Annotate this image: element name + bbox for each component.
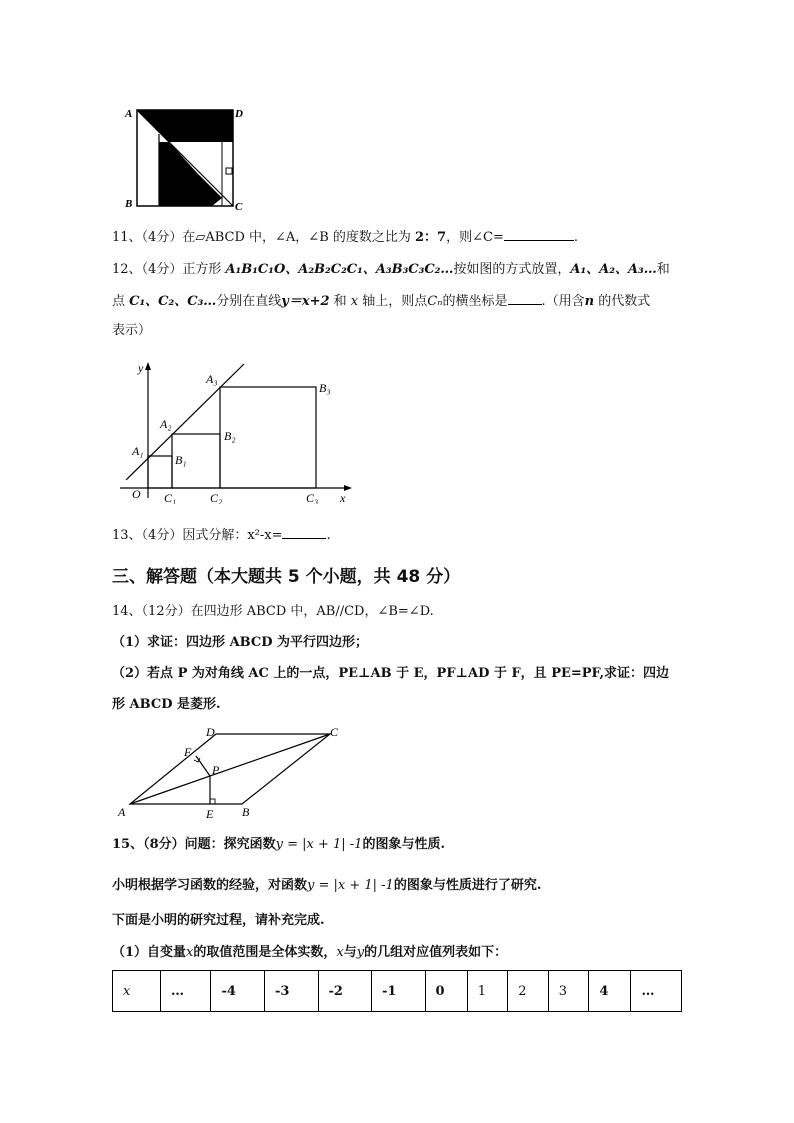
question-14-stem: 14、（12分）在四边形 ABCD 中，AB//CD，∠B=∠D. <box>112 604 434 619</box>
fig2-label-b3: B₃ <box>319 381 331 395</box>
question-15-line-2: 小明根据学习函数的经验，对函数y = |x + 1| -1的图象与性质进行了研究. <box>112 878 542 893</box>
figure-squares-on-line <box>112 356 362 504</box>
question-12-line-3: 表示） <box>112 323 152 338</box>
fig2-label-o: O <box>132 487 141 501</box>
question-12-line-1: 12、（4分）正方形 A₁B₁C₁O、A₂B₂C₂C₁、A₃B₃C₃C₂…按如图的方式放置，A₁、A₂、A₃…和 <box>112 262 670 277</box>
fig3-label-p: P <box>212 763 220 777</box>
table-cell: … <box>631 971 682 1012</box>
question-15-line-3: 下面是小明的研究过程，请补充完成. <box>112 913 325 928</box>
table-cell: 4 <box>589 971 631 1012</box>
fig2-label-c1: C₁ <box>164 491 177 504</box>
fig2-label-b2: B₂ <box>224 429 236 443</box>
fig2-label-a2: A₂ <box>160 417 172 431</box>
question-12-line-2: 点 C₁、C₂、C₃…分别在直线y＝x+2 和 x 轴上，则点Cₙ的横坐标是 .（用含n 的代数式 <box>112 294 651 309</box>
question-13: 13、（4分）因式分解：x²-x= . <box>112 528 331 543</box>
parallelogram-symbol: ▱ABCD <box>195 230 245 245</box>
fig2-label-x: x <box>340 491 346 504</box>
fig2-label-a1: A₁ <box>132 444 144 458</box>
fig2-label-c3: C₃ <box>306 491 319 504</box>
fig1-label-c: C <box>235 201 243 213</box>
question-14-part-1: （1）求证：四边形 ABCD 为平行四边形； <box>112 635 369 650</box>
answer-blank-11[interactable] <box>504 228 574 241</box>
fig1-label-d: D <box>235 108 243 120</box>
fig3-label-e: E <box>206 807 214 821</box>
fig3-label-f: F <box>184 745 192 759</box>
question-11: 11、（4分）在▱ABCD 中，∠A，∠B 的度数之比为 2：7，则∠C= . <box>112 230 578 245</box>
question-14-part-2-line-1: （2）若点 P 为对角线 AC 上的一点，PE⊥AB 于 E，PF⊥AD 于 F，且 PE=PF,求证：四边 <box>112 666 670 681</box>
section-3-heading: 三、解答题（本大题共 5 个小题，共 48 分） <box>112 567 461 587</box>
fig1-label-b: B <box>125 198 133 210</box>
fig3-label-a: A <box>118 805 126 819</box>
fig2-label-b1: B₁ <box>175 453 187 467</box>
fig3-label-b: B <box>242 805 250 819</box>
fig3-label-d: D <box>206 725 215 739</box>
question-15-part-1: （1）自变量x的取值范围是全体实数，x与y的几组对应值列表如下： <box>112 945 508 960</box>
table-cell: 2 <box>508 971 549 1012</box>
table-cell: 3 <box>548 971 589 1012</box>
question-14-part-2-line-2: 形 ABCD 是菱形. <box>112 697 221 712</box>
figure-parallelogram <box>112 722 352 822</box>
figure-square-shading <box>122 104 248 214</box>
answer-blank-13[interactable] <box>282 526 326 539</box>
table-cell: … <box>161 971 211 1012</box>
fig2-label-a3: A₃ <box>206 372 218 386</box>
value-table <box>112 970 682 1012</box>
question-15-heading: 15、（8分）问题：探究函数y = |x + 1| -1的图象与性质. <box>112 837 445 852</box>
function-expression: y = |x + 1| -1 <box>275 837 363 852</box>
function-expression-2: y = |x + 1| -1 <box>307 878 394 893</box>
fig2-label-c2: C₂ <box>210 491 223 504</box>
table-cell: -1 <box>372 971 426 1012</box>
fig2-label-y: y <box>138 361 144 375</box>
table-row <box>113 971 682 1012</box>
table-cell: -3 <box>264 971 318 1012</box>
table-cell: -2 <box>318 971 372 1012</box>
answer-blank-12[interactable] <box>508 292 542 305</box>
table-cell: 0 <box>425 971 467 1012</box>
fig3-label-c: C <box>330 725 339 739</box>
table-cell: x <box>113 971 161 1012</box>
table-cell: 1 <box>467 971 508 1012</box>
table-cell: -4 <box>211 971 265 1012</box>
fig1-label-a: A <box>125 108 133 120</box>
